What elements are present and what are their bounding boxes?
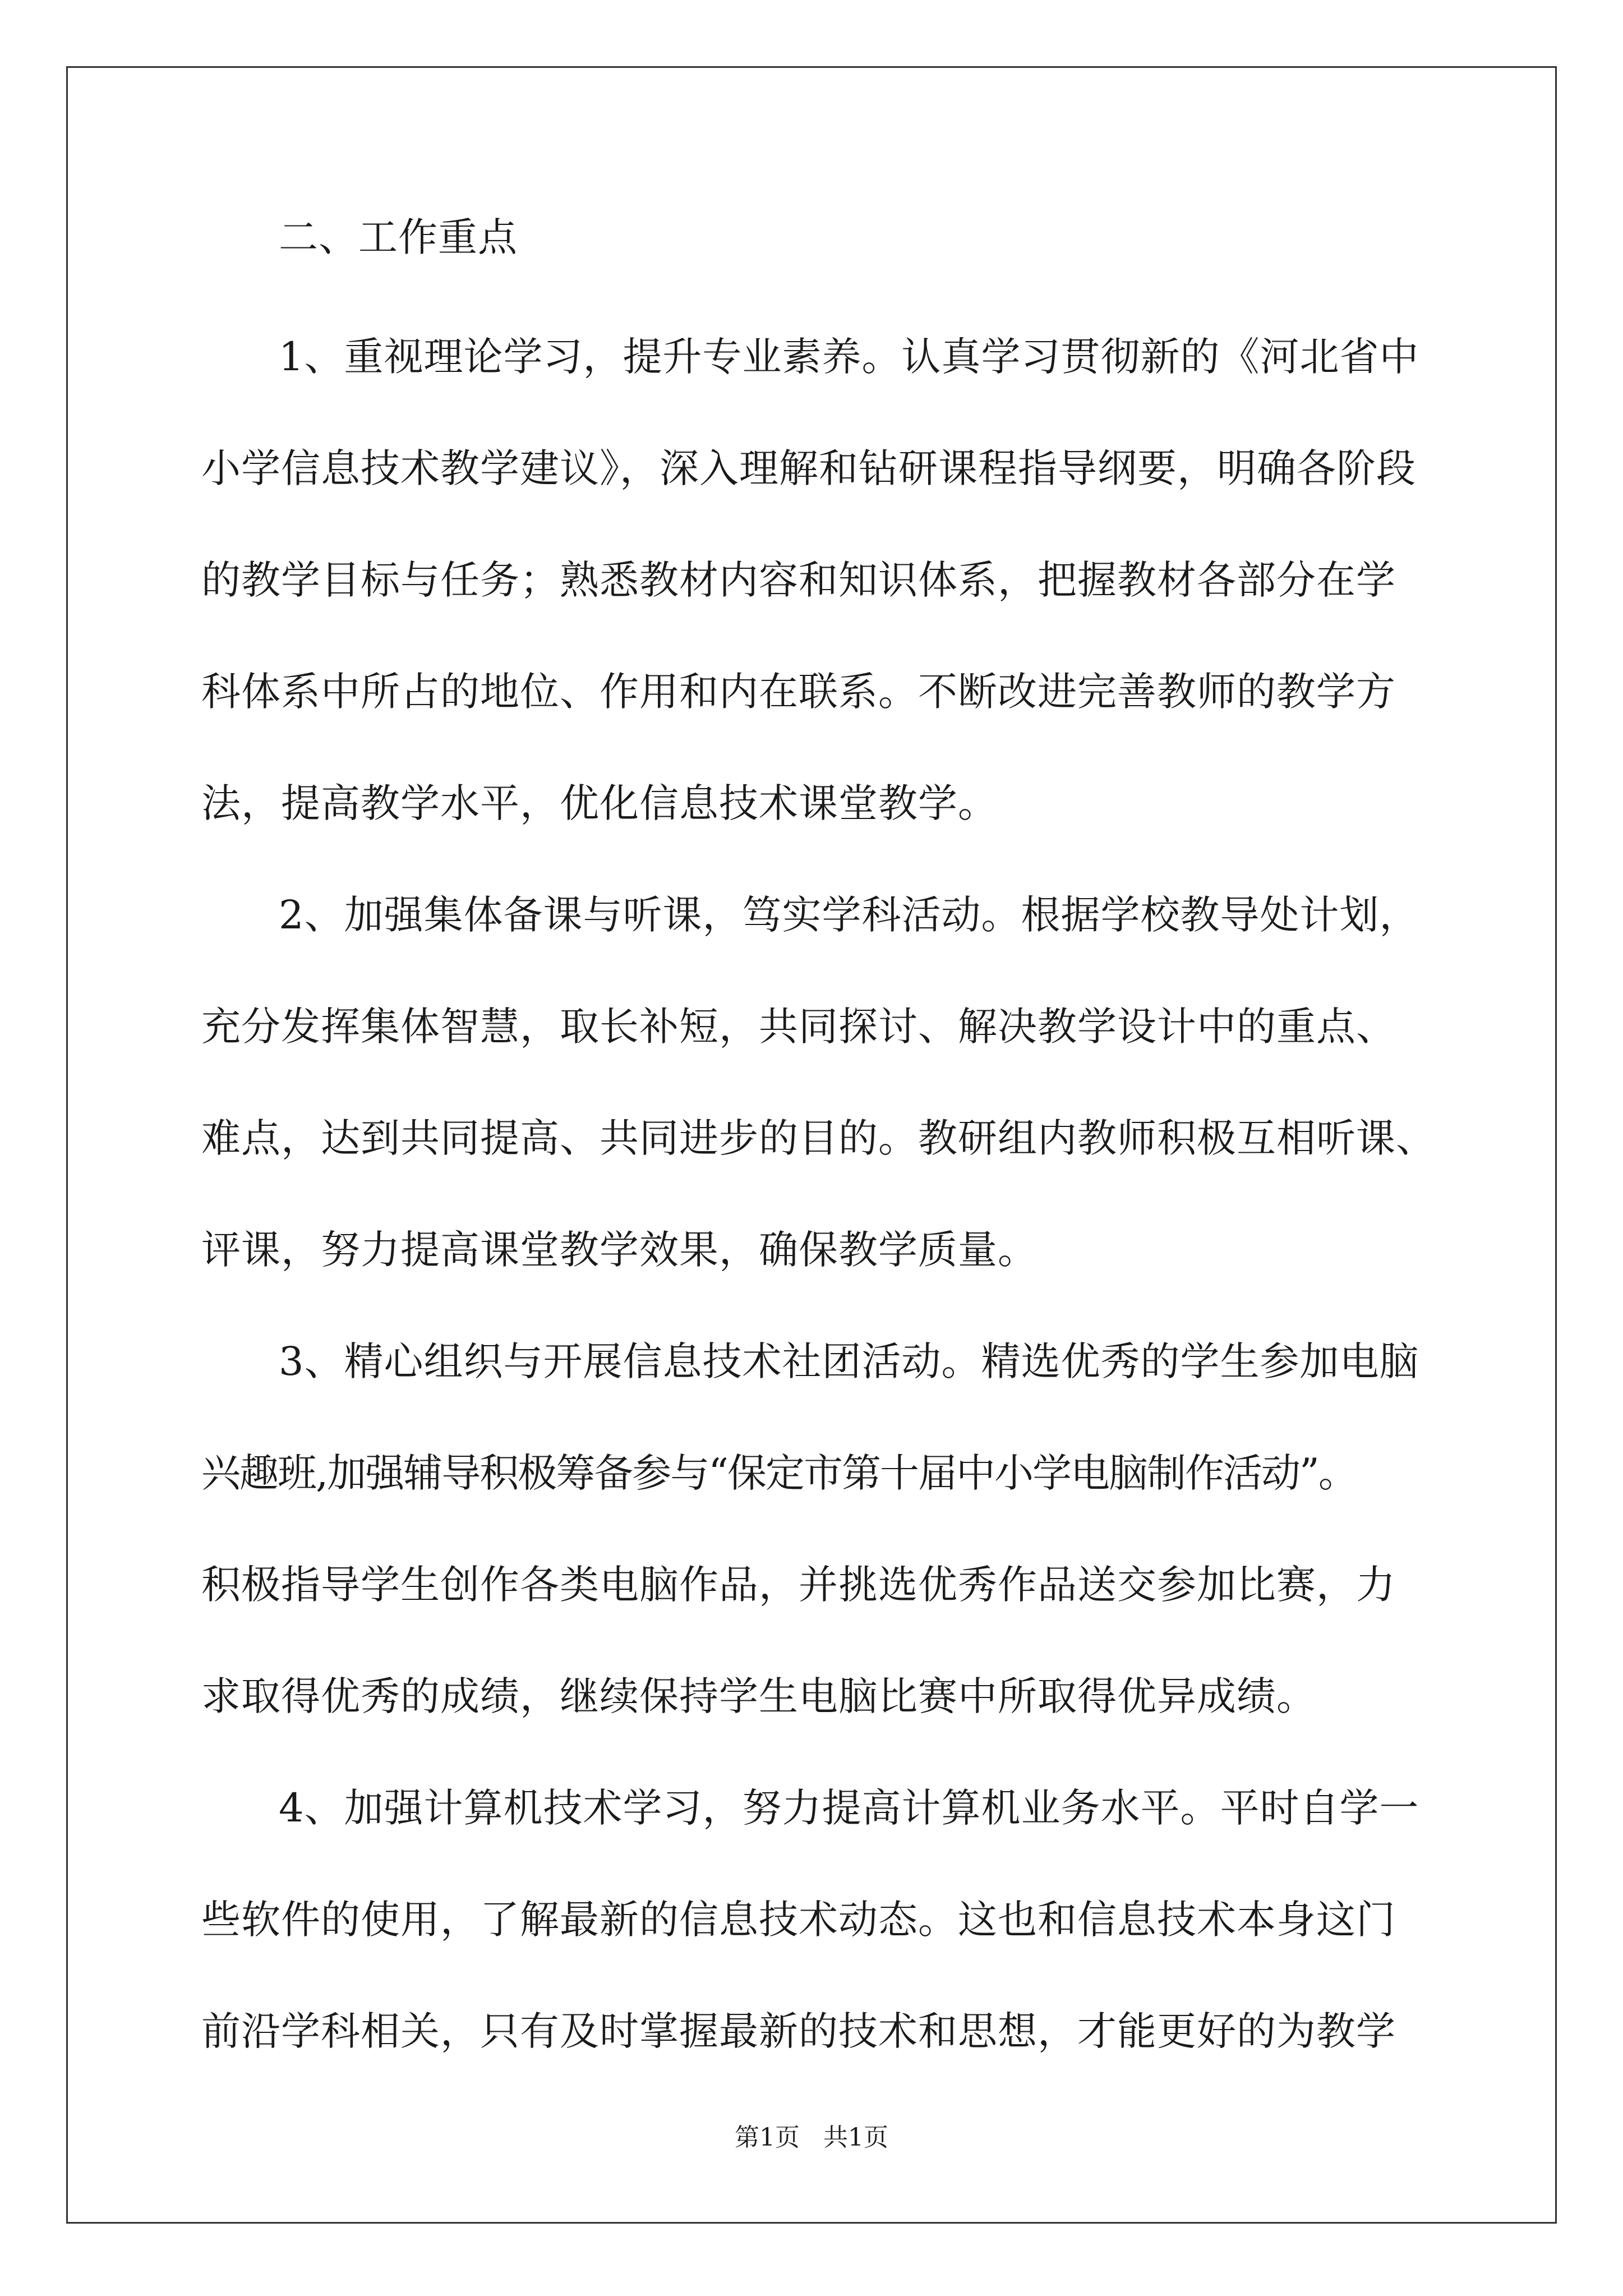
paragraph-1-line-1: 1、重视理论学习，提升专业素养。认真学习贯彻新的《河北省中 bbox=[279, 334, 1419, 380]
paragraph-3-line-2: 兴趣班,加强辅导积极筹备参与“保定市第十届中小学电脑制作活动”。 bbox=[201, 1450, 1357, 1496]
paragraph-1-line-3: 的教学目标与任务；熟悉教材内容和知识体系，把握教材各部分在学 bbox=[201, 557, 1396, 603]
paragraph-2-line-1: 2、加强集体备课与听课，笃实学科活动。根据学校教导处计划， bbox=[279, 892, 1419, 938]
paragraph-4-line-2: 些软件的使用，了解最新的信息技术动态。这也和信息技术本身这门 bbox=[201, 1897, 1396, 1943]
paragraph-1-line-5: 法，提高教学水平，优化信息技术课堂教学。 bbox=[201, 780, 998, 826]
paragraph-1-line-2: 小学信息技术教学建议》，深入理解和钻研课程指导纲要，明确各阶段 bbox=[201, 445, 1416, 491]
paragraph-2-line-2: 充分发挥集体智慧，取长补短，共同探讨、解决教学设计中的重点、 bbox=[201, 1004, 1396, 1050]
page-number-footer: 第1页 共1页 bbox=[735, 2123, 888, 2152]
paragraph-3-line-1: 3、精心组织与开展信息技术社团活动。精选优秀的学生参加电脑 bbox=[279, 1338, 1419, 1384]
paragraph-3-line-4: 求取得优秀的成绩，继续保持学生电脑比赛中所取得优异成绩。 bbox=[201, 1673, 1316, 1719]
paragraph-3-line-3: 积极指导学生创作各类电脑作品，并挑选优秀作品送交参加比赛，力 bbox=[201, 1562, 1396, 1608]
paragraph-4-line-1: 4、加强计算机技术学习，努力提高计算机业务水平。平时自学一 bbox=[279, 1785, 1419, 1831]
paragraph-2-line-3: 难点，达到共同提高、共同进步的目的。教研组内教师积极互相听课、 bbox=[201, 1115, 1436, 1161]
section-heading: 二、工作重点 bbox=[279, 214, 518, 260]
paragraph-1-line-4: 科体系中所占的地位、作用和内在联系。不断改进完善教师的教学方 bbox=[201, 669, 1396, 715]
paragraph-2-line-4: 评课，努力提高课堂教学效果，确保教学质量。 bbox=[201, 1227, 1038, 1273]
paragraph-4-line-3: 前沿学科相关，只有及时掌握最新的技术和思想，才能更好的为教学 bbox=[201, 2008, 1396, 2054]
